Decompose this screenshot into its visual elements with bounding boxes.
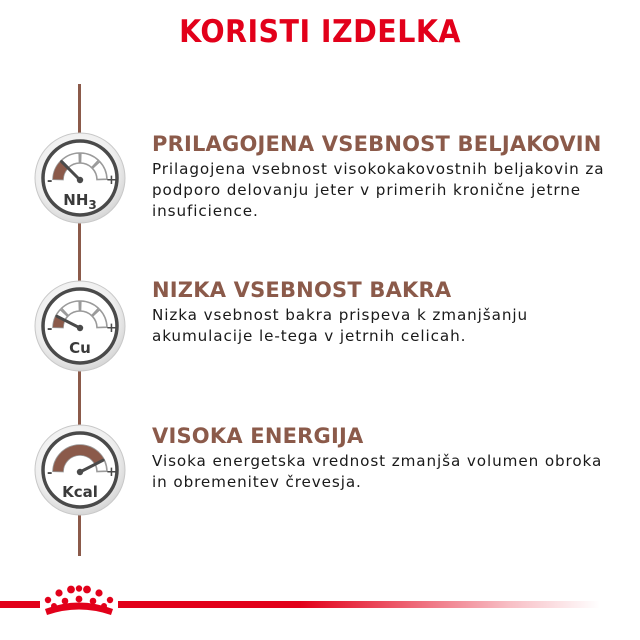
page-title: KORISTI IZDELKA	[179, 14, 461, 50]
gauge-label: Kcal	[62, 483, 98, 501]
gauge-plus-sign: +	[106, 173, 117, 188]
copper-gauge-icon	[33, 279, 127, 373]
benefit-heading: VISOKA ENERGIJA	[152, 424, 364, 448]
gauge-minus-sign: -	[47, 174, 53, 189]
brand-logo	[40, 584, 118, 618]
benefit-heading: PRILAGOJENA VSEBNOST BELJAKOVIN	[152, 132, 602, 156]
royal-canin-crown-logo	[40, 584, 118, 618]
energy-gauge-icon	[33, 423, 127, 517]
benefit-description: Visoka energetska vrednost zmanjša volumen obroka in obremenitev črevesja.	[152, 452, 603, 491]
gauge-label: Cu	[69, 339, 91, 357]
gauge-minus-sign: -	[47, 322, 53, 337]
benefit-description: Nizka vsebnost bakra prispeva k zmanjšanju akumulacije le-tega v jetrnih celicah.	[152, 306, 528, 345]
gauge-label: $NH_3$	[63, 191, 97, 212]
gauge-minus-sign: -	[47, 466, 53, 481]
gauge-plus-sign: +	[106, 321, 117, 336]
benefit-heading: NIZKA VSEBNOST BAKRA	[152, 278, 452, 302]
protein-gauge-icon	[33, 131, 127, 225]
gauge-plus-sign: +	[106, 465, 117, 480]
benefit-description: Prilagojena vsebnost visokokakovostnih beljakovin za podporo delovanju jeter v primerih kronične jetrne insuficience.	[152, 160, 605, 220]
